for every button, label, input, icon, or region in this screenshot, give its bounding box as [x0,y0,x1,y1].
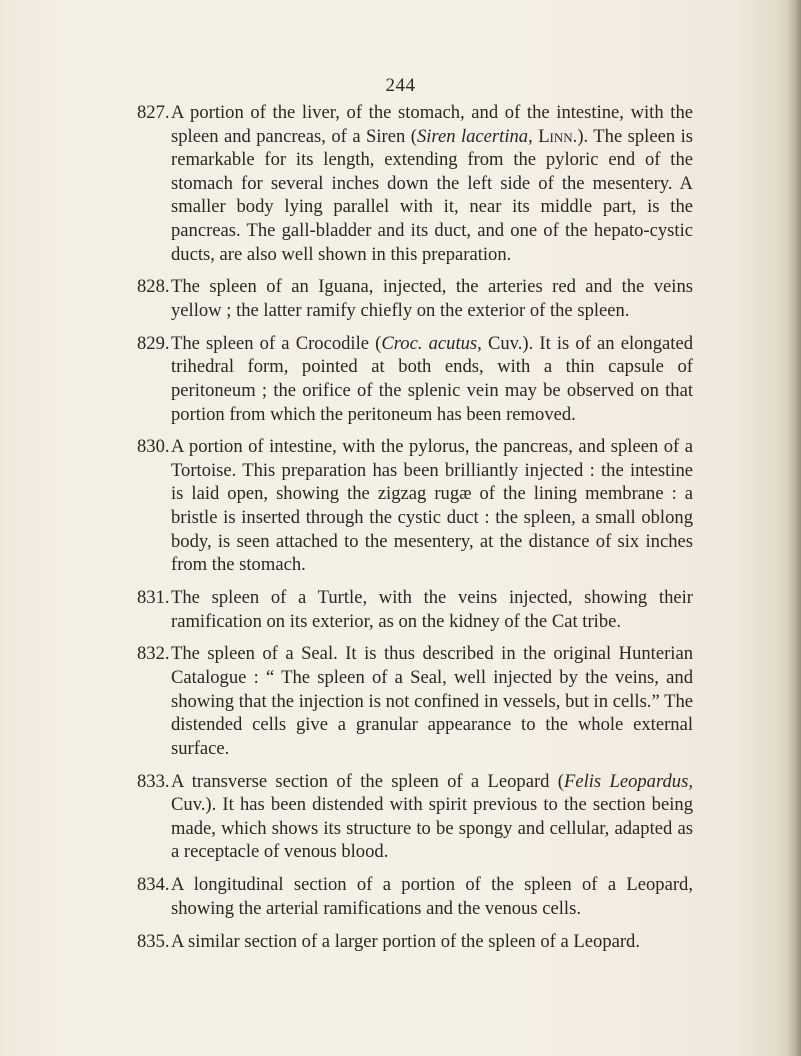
entry-text: The spleen of a Seal. It is thus described in the original Hunterian Catalogue : “ The spleen of a Seal, well injected by the veins, and showing that the injection is not confined in vessels, but in cells.” The distended cells give a granular appearance to the whole external surface. [171,643,693,759]
entry-text: A longitudinal section of a portion of the spleen of a Leopard, showing the arterial ramifications and the venous cells. [171,874,693,919]
entry-number: 832. [137,643,170,665]
entry-text: Cuv.). It has been distended with spirit previous to the section being made, which shows its structure to be spongy and cellular, adapted as a receptacle of venous blood. [171,794,693,863]
catalogue-entry-834 [137,873,693,920]
entry-number: 833. [137,770,170,792]
entry-text: The spleen of an Iguana, injected, the arteries red and the veins yellow ; the latter ramify chiefly on the exterior of the spleen. [171,276,693,321]
entry-text: ). The spleen is remarkable for its length, extending from the pyloric end of the stomach for several inches down the left side of the mesentery. A smaller body lying parallel with it, near its middle part, is the pancreas. The gall-bladder and its duct, and one of the hepato-cystic ducts, are also well shown in this preparation. [171,125,694,265]
page-edge-shadow [787,0,801,1056]
catalogue-entry-828 [137,275,693,322]
entry-number: 829. [137,332,170,354]
entry-text: A similar section of a larger portion of the spleen of a Leopard. [171,930,641,952]
entry-number: 831. [137,587,170,609]
catalogue-entry-835 [137,930,693,954]
entry-text: A transverse section of the spleen of a Leopard ( [171,770,564,792]
entry-number: 830. [137,436,170,458]
catalogue-entry-830 [137,435,693,577]
entry-text: A portion of intestine, with the pylorus, the pancreas, and spleen of a Tortoise. This preparation has been brilliantly injected : the intestine is laid open, showing the zigzag rugæ of the lining membrane : a bristle is inserted through the cystic duct : the spleen, a small oblong body, is seen attached to the mesentery, at the distance of six inches from the stomach. [171,436,693,576]
entry-text: The spleen of a Turtle, with the veins injected, showing their ramification on its exterior, as on the kidney of the Cat tribe. [171,587,693,632]
entry-text: Cuv.). It is of an elongated trihedral form, pointed at both ends, with a thin capsule of peritoneum ; the orifice of the splenic vein may be observed on that portion from which the peritoneum has been removed. [171,332,693,425]
species-name: Siren lacertina [416,125,529,147]
authority-name: Linn. [538,125,578,147]
entry-number: 834. [137,874,170,896]
page-number: 244 [385,75,416,96]
species-name: Felis Leopardus, [563,770,693,792]
catalogue-entry-831 [137,586,693,633]
entry-number: 828. [137,276,170,298]
catalogue-entry-829 [137,332,693,426]
catalogue-entries [137,101,693,962]
entry-number: 835. [137,930,170,952]
catalogue-entry-832 [137,642,693,760]
entry-text: , [528,125,539,147]
catalogue-entry-833 [137,770,693,864]
catalogue-entry-827 [137,101,693,266]
species-name: Croc. acutus, [381,332,482,354]
entry-text: A portion of the liver, of the stomach, and of the intestine, with the spleen and pancreas, of a Siren ( [171,102,693,147]
entry-text: The spleen of a Crocodile ( [171,332,382,354]
entry-number: 827. [137,102,170,123]
